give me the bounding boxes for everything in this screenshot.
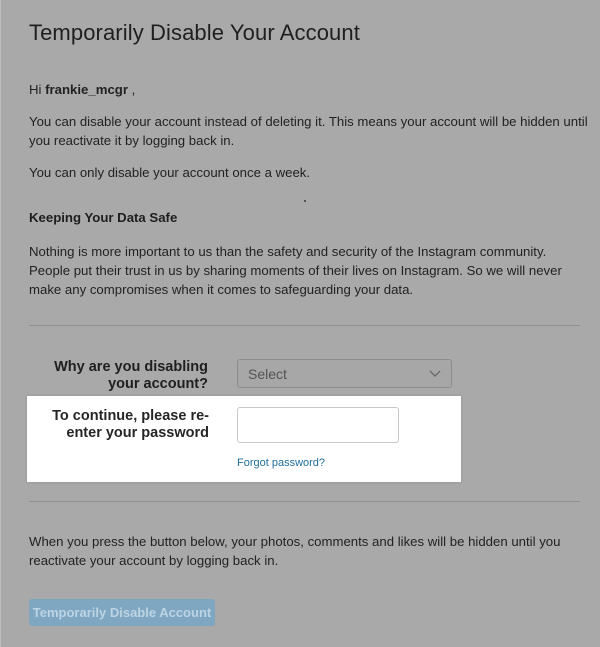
left-border bbox=[0, 0, 1, 647]
username: frankie_mcgr bbox=[45, 82, 128, 97]
greeting-suffix: , bbox=[127, 82, 136, 97]
forgot-password-link[interactable]: Forgot password? bbox=[237, 457, 326, 469]
data-safe-heading: Keeping Your Data Safe bbox=[29, 210, 178, 225]
divider bbox=[29, 325, 580, 326]
divider bbox=[29, 501, 580, 502]
password-label: To continue, please re-enter your password bbox=[52, 408, 209, 441]
data-safe-body: Nothing is more important to us than the safety and security of the Instagram community. People put their trust in us by sharing moments of their lives on Instagram. So we will never make any compromises when it comes to safeguarding your data. bbox=[29, 244, 562, 297]
footer-note: When you press the button below, your photos, comments and likes will be hidden until you reactivate your account by logging back in. bbox=[29, 534, 561, 568]
greeting bbox=[29, 80, 589, 99]
page-title: Temporarily Disable Your Account bbox=[29, 20, 360, 45]
stray-dot bbox=[304, 200, 306, 202]
reason-label: Why are you disabling your account? bbox=[54, 359, 208, 392]
reason-select-value: Select bbox=[248, 366, 287, 382]
chevron-down-icon bbox=[429, 368, 441, 378]
greeting-prefix: Hi bbox=[29, 82, 42, 97]
disable-account-button[interactable]: Temporarily Disable Account bbox=[29, 599, 215, 626]
password-input[interactable] bbox=[237, 407, 399, 443]
intro-text: You can disable your account instead of deleting it. This means your account will be hidden until you reactivate it by logging back in. bbox=[29, 114, 588, 148]
password-panel bbox=[27, 396, 461, 482]
week-limit-text: You can only disable your account once a week. bbox=[29, 165, 311, 180]
reason-select[interactable] bbox=[237, 359, 452, 388]
